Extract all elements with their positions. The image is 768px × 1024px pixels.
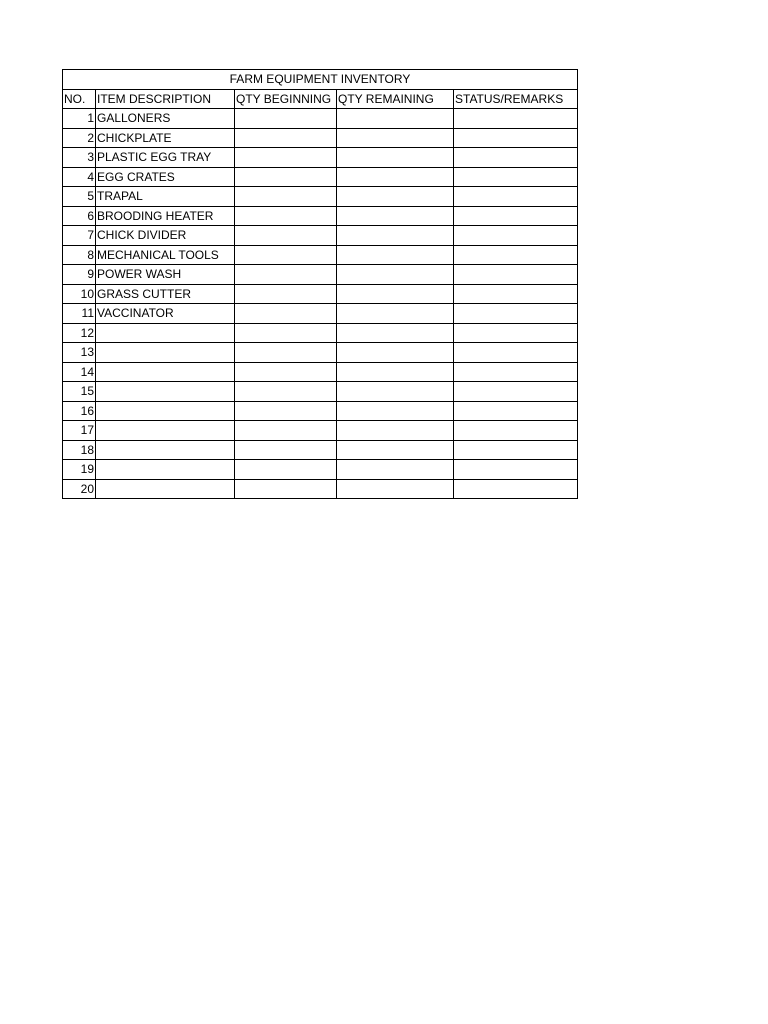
row-number-cell: 3 [63,148,96,168]
header-qty-beginning: QTY BEGINNING [235,89,337,109]
item-description-cell: BROODING HEATER [96,206,235,226]
status-remarks-cell [454,440,578,460]
table-row [63,226,578,246]
row-number-cell: 7 [63,226,96,246]
table-row [63,343,578,363]
status-remarks-cell [454,401,578,421]
item-description-cell: MECHANICAL TOOLS [96,245,235,265]
table-row [63,382,578,402]
status-remarks-cell [454,226,578,246]
qty-remaining-cell [337,421,454,441]
item-description-cell: VACCINATOR [96,304,235,324]
qty-beginning-cell [235,343,337,363]
status-remarks-cell [454,148,578,168]
qty-beginning-cell [235,323,337,343]
status-remarks-cell [454,362,578,382]
row-number-cell: 16 [63,401,96,421]
item-description-cell [96,382,235,402]
status-remarks-cell [454,460,578,480]
status-remarks-cell [454,245,578,265]
qty-remaining-cell [337,323,454,343]
row-number-cell: 14 [63,362,96,382]
qty-beginning-cell [235,167,337,187]
qty-remaining-cell [337,460,454,480]
status-remarks-cell [454,323,578,343]
qty-remaining-cell [337,479,454,499]
status-remarks-cell [454,343,578,363]
title-row [63,70,578,90]
row-number-cell: 11 [63,304,96,324]
row-number-cell: 15 [63,382,96,402]
table-row [63,167,578,187]
qty-remaining-cell [337,167,454,187]
table-row [63,440,578,460]
table-row [63,460,578,480]
header-status-remarks: STATUS/REMARKS [454,89,578,109]
row-number-cell: 6 [63,206,96,226]
item-description-cell: POWER WASH [96,265,235,285]
table-row [63,323,578,343]
qty-beginning-cell [235,245,337,265]
row-number-cell: 20 [63,479,96,499]
table-row [63,245,578,265]
qty-remaining-cell [337,128,454,148]
status-remarks-cell [454,265,578,285]
qty-beginning-cell [235,440,337,460]
row-number-cell: 12 [63,323,96,343]
status-remarks-cell [454,421,578,441]
item-description-cell: PLASTIC EGG TRAY [96,148,235,168]
qty-beginning-cell [235,206,337,226]
table-title: FARM EQUIPMENT INVENTORY [63,70,578,90]
status-remarks-cell [454,187,578,207]
status-remarks-cell [454,284,578,304]
table-row [63,421,578,441]
row-number-cell: 1 [63,109,96,129]
qty-remaining-cell [337,343,454,363]
item-description-cell [96,460,235,480]
inventory-table [62,69,578,499]
qty-remaining-cell [337,148,454,168]
item-description-cell: CHICK DIVIDER [96,226,235,246]
status-remarks-cell [454,479,578,499]
item-description-cell [96,401,235,421]
qty-remaining-cell [337,245,454,265]
qty-remaining-cell [337,284,454,304]
qty-beginning-cell [235,265,337,285]
header-no: NO. [63,89,96,109]
row-number-cell: 2 [63,128,96,148]
row-number-cell: 18 [63,440,96,460]
table-row [63,479,578,499]
qty-remaining-cell [337,206,454,226]
row-number-cell: 9 [63,265,96,285]
qty-beginning-cell [235,226,337,246]
qty-remaining-cell [337,187,454,207]
qty-beginning-cell [235,382,337,402]
item-description-cell: EGG CRATES [96,167,235,187]
qty-beginning-cell [235,401,337,421]
qty-remaining-cell [337,382,454,402]
qty-remaining-cell [337,265,454,285]
qty-beginning-cell [235,304,337,324]
qty-remaining-cell [337,440,454,460]
row-number-cell: 5 [63,187,96,207]
qty-beginning-cell [235,148,337,168]
item-description-cell [96,479,235,499]
qty-beginning-cell [235,479,337,499]
table-row [63,148,578,168]
row-number-cell: 17 [63,421,96,441]
qty-beginning-cell [235,460,337,480]
qty-remaining-cell [337,401,454,421]
table-row [63,128,578,148]
qty-beginning-cell [235,128,337,148]
table-row [63,401,578,421]
qty-remaining-cell [337,109,454,129]
status-remarks-cell [454,382,578,402]
status-remarks-cell [454,167,578,187]
item-description-cell [96,343,235,363]
qty-beginning-cell [235,284,337,304]
status-remarks-cell [454,304,578,324]
item-description-cell: GRASS CUTTER [96,284,235,304]
header-row [63,89,578,109]
table-row [63,109,578,129]
inventory-sheet [62,69,578,499]
row-number-cell: 8 [63,245,96,265]
item-description-cell [96,421,235,441]
row-number-cell: 13 [63,343,96,363]
status-remarks-cell [454,128,578,148]
row-number-cell: 4 [63,167,96,187]
qty-beginning-cell [235,109,337,129]
qty-beginning-cell [235,362,337,382]
qty-remaining-cell [337,226,454,246]
status-remarks-cell [454,109,578,129]
header-item-description: ITEM DESCRIPTION [96,89,235,109]
header-qty-remaining: QTY REMAINING [337,89,454,109]
row-number-cell: 10 [63,284,96,304]
table-row [63,284,578,304]
table-row [63,206,578,226]
qty-remaining-cell [337,304,454,324]
qty-remaining-cell [337,362,454,382]
item-description-cell: CHICKPLATE [96,128,235,148]
item-description-cell [96,323,235,343]
item-description-cell: TRAPAL [96,187,235,207]
row-number-cell: 19 [63,460,96,480]
item-description-cell [96,362,235,382]
status-remarks-cell [454,206,578,226]
table-row [63,304,578,324]
table-row [63,362,578,382]
table-row [63,265,578,285]
qty-beginning-cell [235,187,337,207]
qty-beginning-cell [235,421,337,441]
item-description-cell: GALLONERS [96,109,235,129]
item-description-cell [96,440,235,460]
table-row [63,187,578,207]
